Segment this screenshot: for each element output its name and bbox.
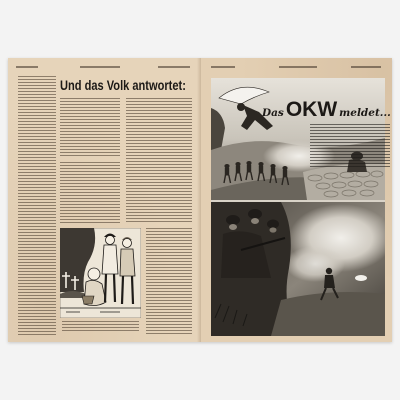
sandbag-wall [303,164,385,200]
bottom-photo [211,202,385,336]
okw-title [262,99,391,121]
left-page [8,58,201,342]
photo-collage [211,78,391,336]
light-spot [355,275,367,281]
right-page-header-text [211,66,235,68]
figure-basket [82,296,94,304]
soldier-helmet [326,268,332,274]
figure-body [120,249,135,276]
soldier-helmet [267,220,279,229]
newspaper-spread [8,58,392,342]
soldier-helmet [226,215,240,225]
left-page-header-text [158,66,190,68]
cartoon-drawing [60,228,141,318]
photo-divider [211,200,385,202]
ground [271,292,385,336]
text-column [18,76,56,336]
soldier-helmet [248,209,262,219]
figure-head [123,239,132,248]
cartoon-illustration [60,228,141,318]
figure-head [106,236,115,245]
text-column [60,98,120,158]
photo-text-block [310,124,390,168]
soldier-face [251,218,259,224]
title-okw: OKW [285,98,338,121]
left-page-header-text [80,66,120,68]
figure-body [102,245,118,274]
title-script-start: Das [262,107,284,119]
explosion-smoke [285,246,345,282]
soldier-face [270,227,277,232]
text-column [146,228,192,336]
title-script-end: meldet... [339,107,391,119]
right-page [201,58,392,342]
text-column [126,98,192,224]
text-column [60,162,120,224]
soldier-face [229,224,237,230]
right-page-header-text [351,66,381,68]
left-page-header-text [16,66,38,68]
headline: Und das Volk antwortet: [60,78,186,93]
cartoon-caption [62,321,139,333]
right-page-header-text [279,66,317,68]
figure-head [88,268,100,280]
